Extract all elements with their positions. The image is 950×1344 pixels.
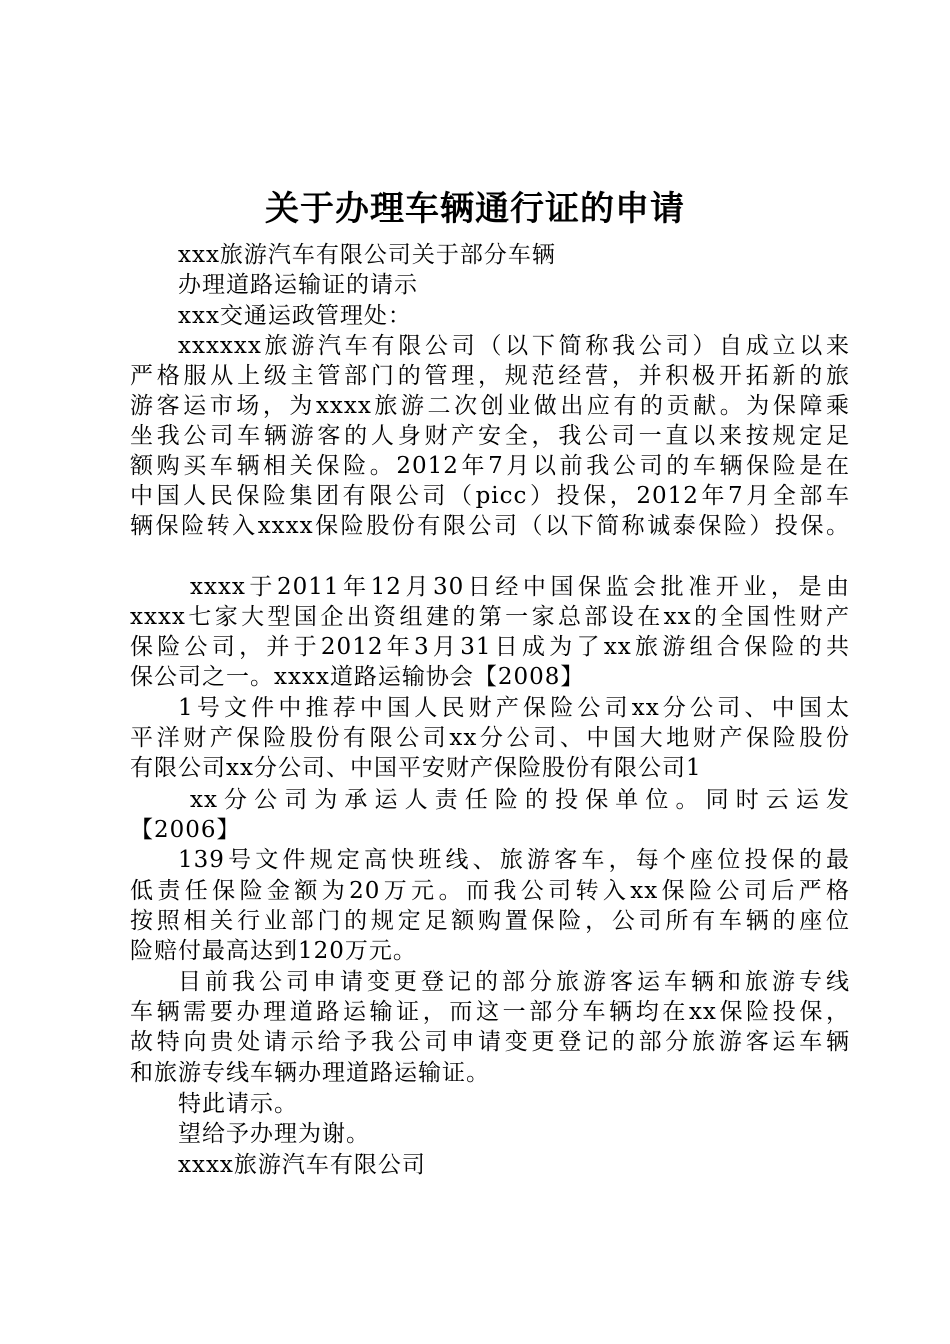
addressee-line: xxx交通运政管理处：: [178, 303, 412, 329]
paragraph-line: 1号文件中推荐中国人民财产保险公司xx分公司、中国太: [178, 695, 850, 721]
paragraph-line: 车辆需要办理道路运输证，而这一部分车辆均在xx保险投保，: [130, 999, 850, 1025]
paragraph-line: xx分公司为承运人责任险的投保单位。同时云运发: [190, 787, 850, 813]
document-title: 关于办理车辆通行证的申请: [265, 189, 685, 229]
paragraph-line: 【2006】: [130, 817, 241, 843]
paragraph-line: 139号文件规定高快班线、旅游客车，每个座位投保的最: [178, 847, 850, 873]
paragraph-line: xxxx七家大型国企出资组建的第一家总部设在xx的全国性财产: [130, 604, 850, 630]
subject-line-2: 办理道路运输证的请示: [178, 272, 418, 298]
subject-line-1: xxx旅游汽车有限公司关于部分车辆: [178, 242, 556, 268]
paragraph-line: 按照相关行业部门的规定足额购置保险，公司所有车辆的座位: [130, 908, 850, 934]
paragraph-line: xxxxxx旅游汽车有限公司（以下简称我公司）自成立以来: [178, 333, 850, 359]
paragraph-line: 有限公司xx分公司、中国平安财产保险股份有限公司1: [130, 755, 702, 781]
paragraph-line: 严格服从上级主管部门的管理，规范经营，并积极开拓新的旅: [130, 363, 850, 389]
paragraph-line: 平洋财产保险股份有限公司xx分公司、中国大地财产保险股份: [130, 725, 850, 751]
paragraph-line: 额购买车辆相关保险。2012年7月以前我公司的车辆保险是在: [130, 453, 850, 479]
paragraph-line: 险赔付最高达到120万元。: [130, 938, 417, 964]
paragraph-line: 和旅游专线车辆办理道路运输证。: [130, 1060, 490, 1086]
paragraph-line: 游客运市场，为xxxx旅游二次创业做出应有的贡献。为保障乘: [130, 393, 850, 419]
paragraph-line: 低责任保险金额为20万元。而我公司转入xx保险公司后严格: [130, 878, 850, 904]
paragraph-line: 故特向贵处请示给予我公司申请变更登记的部分旅游客运车辆: [130, 1029, 850, 1055]
paragraph-line: 中国人民保险集团有限公司（picc）投保，2012年7月全部车: [130, 483, 850, 509]
paragraph-line: 保公司之一。xxxx道路运输协会【2008】: [130, 664, 585, 690]
closing-line: 望给予办理为谢。: [178, 1121, 370, 1147]
paragraph-line: 辆保险转入xxxx保险股份有限公司（以下简称诚泰保险）投保。: [130, 513, 850, 539]
paragraph-line: 保险公司，并于2012年3月31日成为了xx旅游组合保险的共: [130, 634, 850, 660]
paragraph-line: 坐我公司车辆游客的人身财产安全，我公司一直以来按规定足: [130, 423, 850, 449]
closing-line: 特此请示。: [178, 1091, 298, 1117]
signature-company: xxxx旅游汽车有限公司: [178, 1152, 426, 1178]
paragraph-line: xxxx于2011年12月30日经中国保监会批准开业，是由: [190, 574, 850, 600]
paragraph-line: 目前我公司申请变更登记的部分旅游客运车辆和旅游专线: [178, 969, 850, 995]
